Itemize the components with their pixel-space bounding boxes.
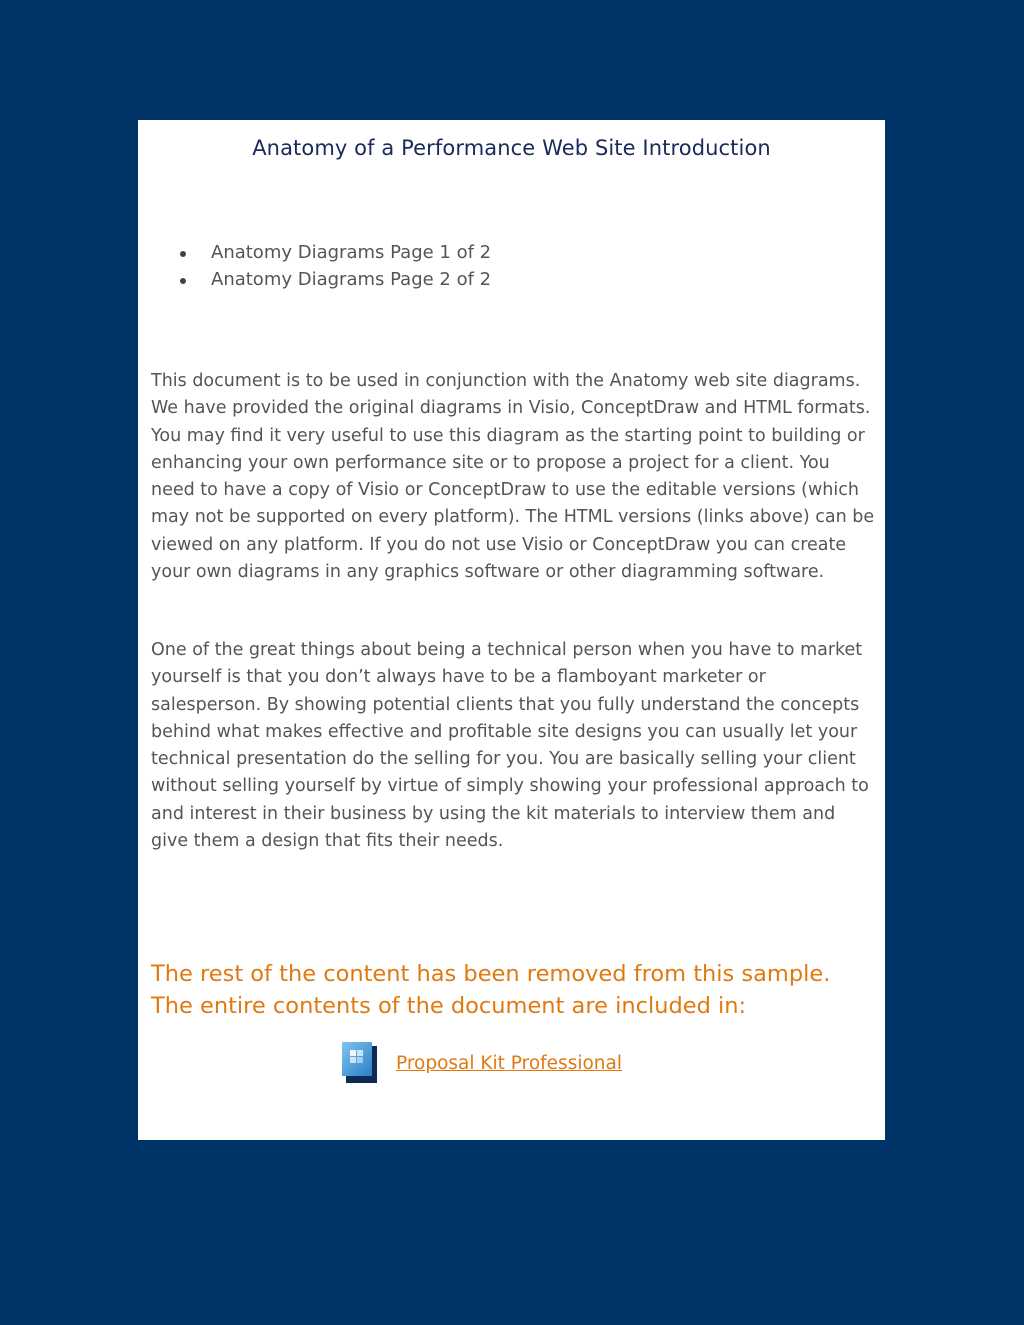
marketing-paragraph: One of the great things about being a technical person when you have to market yourself is that you don’t always have to be a flamboyant marketer or salesperson. By showing potential clients that you fully understand the concepts behind what makes effective and profitable site designs you can usually let your technical presentation do the selling for you. You are basically selling your client without selling yourself by virtue of simply showing your professional approach to and interest in their business by using the kit materials to interview them and give them a design that fits their needs. (151, 640, 869, 852)
diagram-link-page-1[interactable]: Anatomy Diagrams Page 1 of 2 (211, 242, 492, 263)
product-box-icon (342, 1042, 378, 1084)
document-page (138, 120, 885, 1140)
intro-paragraph: This document is to be used in conjunction with the Anatomy web site diagrams. We have provided the original diagrams in Visio, ConceptDraw and HTML formats. You may find it very useful to use this diagram as the starting point to building or enhancing your own performance site or to propose a project for a client. You need to have a copy of Visio or ConceptDraw to use the editable versions (which may not be supported on every platform). The HTML versions (links above) can be viewed on any platform. If you do not use Visio or ConceptDraw you can create your own diagrams in any graphics software or other diagramming software. (151, 371, 875, 583)
list-item[interactable] (178, 266, 491, 293)
product-link-row[interactable] (342, 1042, 622, 1084)
bullet-icon (180, 251, 186, 257)
proposal-kit-professional-link[interactable]: Proposal Kit Professional (396, 1052, 622, 1074)
bullet-icon (180, 278, 186, 284)
sample-notice: The rest of the content has been removed from this sample. The entire contents of the document are included in: (151, 961, 831, 1019)
diagram-link-list (178, 239, 491, 293)
diagram-link-page-2[interactable]: Anatomy Diagrams Page 2 of 2 (211, 269, 492, 290)
list-item[interactable] (178, 239, 491, 266)
page-title: Anatomy of a Performance Web Site Introduction (252, 136, 771, 160)
